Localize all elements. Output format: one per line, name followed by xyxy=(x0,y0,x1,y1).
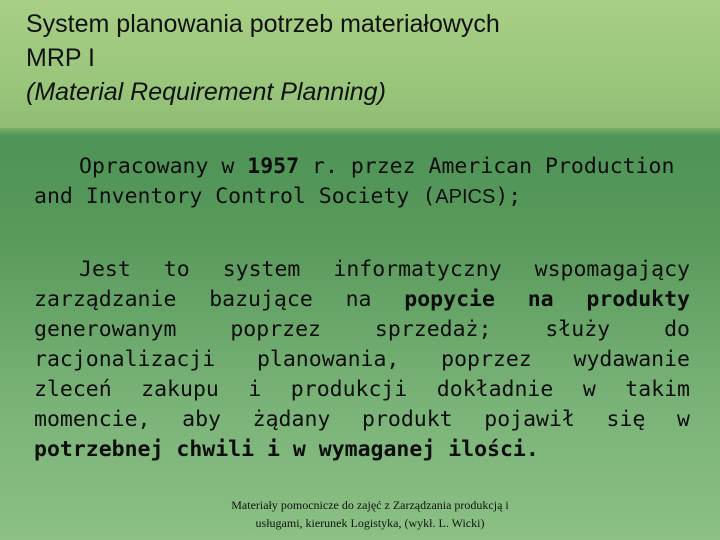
slide-title xyxy=(26,7,686,109)
para2-text-b: generowanym poprzez sprzedaż; służy do racjonalizacji planowania, poprzez wydawanie zleceń zakupu i produkcji dokładnie w takim momencie, aby żądany produkt pojawił się w xyxy=(34,317,690,432)
para1-text-a: Opracowany w xyxy=(79,154,248,179)
para2-bold-time-quantity: potrzebnej chwili i w wymaganej ilości. xyxy=(34,437,539,462)
footer-note xyxy=(180,496,560,532)
title-line-1: System planowania potrzeb materiałowych xyxy=(26,10,500,38)
title-line-2: MRP I xyxy=(26,44,95,72)
para2-bold-demand: popycie na produkty xyxy=(404,287,690,312)
para1-text-c: ); xyxy=(495,184,522,209)
para1-text-b: r. przez American Production and Inventory Control Society ( xyxy=(34,154,675,209)
para1-year: 1957 xyxy=(247,154,300,179)
para2-text-a: Jest to system informatyczny wspomagający zarządzanie bazujące na xyxy=(34,257,690,312)
footer-line-1: Materiały pomocnicze do zajęć z Zarządzania produkcją i xyxy=(231,498,509,512)
title-line-3: (Material Requirement Planning) xyxy=(26,78,386,106)
paragraph-origin xyxy=(34,152,690,212)
paragraph-definition xyxy=(34,255,690,465)
footer-line-2: usługami, kierunek Logistyka, (wykł. L. Wicki) xyxy=(255,516,485,530)
para1-apics: APICS xyxy=(435,186,496,208)
